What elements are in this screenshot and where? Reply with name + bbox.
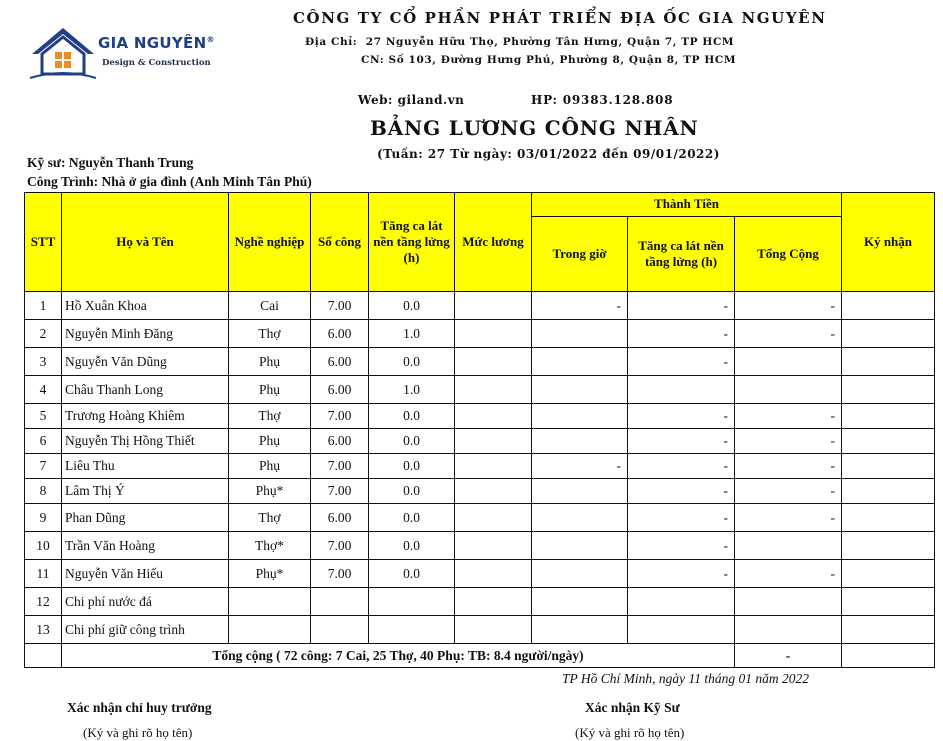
cell-overtime: 0.0 — [369, 560, 455, 588]
table-row — [25, 429, 935, 454]
cell-signature — [842, 479, 935, 504]
cell-job: Phụ — [229, 429, 311, 454]
cell-overtime: 1.0 — [369, 376, 455, 404]
cell-signature — [842, 560, 935, 588]
cell-overtime: 0.0 — [369, 404, 455, 429]
cell-stt: 8 — [25, 479, 62, 504]
cell-job: Thợ — [229, 504, 311, 532]
table-row — [25, 320, 935, 348]
cell-days: 7.00 — [311, 454, 369, 479]
page-title: BẢNG LƯƠNG CÔNG NHÂN — [370, 116, 699, 140]
cell-overtime — [369, 588, 455, 616]
cell-stt: 9 — [25, 504, 62, 532]
cell-total: - — [735, 560, 842, 588]
company-hotline: HP: 09383.128.808 — [531, 93, 674, 107]
cell-overtime-amount: - — [628, 479, 735, 504]
cell-in-hours — [532, 504, 628, 532]
header-signature: Ký nhận — [842, 193, 935, 292]
cell-stt: 10 — [25, 532, 62, 560]
cell-overtime-amount: - — [628, 404, 735, 429]
cell-wage — [455, 348, 532, 376]
house-logo-icon — [28, 24, 98, 80]
cell-signature — [842, 616, 935, 644]
cell-wage — [455, 320, 532, 348]
cell-overtime-amount: - — [628, 320, 735, 348]
cell-job: Cai — [229, 292, 311, 320]
company-website: Web: giland.vn — [358, 93, 465, 107]
payroll-body — [25, 292, 935, 668]
company-address: Địa Chỉ: 27 Nguyễn Hữu Thọ, Phường Tân Hưng, Quận 7, TP HCM — [305, 36, 735, 48]
cell-overtime-amount: - — [628, 560, 735, 588]
cell-total — [735, 532, 842, 560]
company-name: CÔNG TY CỔ PHẦN PHÁT TRIỂN ĐỊA ỐC GIA NGUYÊN — [293, 9, 827, 27]
total-stt-cell — [25, 644, 62, 668]
cell-wage — [455, 616, 532, 644]
cell-name: Trương Hoàng Khiêm — [62, 404, 229, 429]
cell-name: Nguyễn Thị Hồng Thiết — [62, 429, 229, 454]
cell-name: Liêu Thu — [62, 454, 229, 479]
cell-wage — [455, 532, 532, 560]
cell-in-hours — [532, 532, 628, 560]
cell-signature — [842, 292, 935, 320]
place-date: TP Hồ Chí Minh, ngày 11 tháng 01 năm 2022 — [562, 671, 810, 686]
cell-overtime-amount — [628, 616, 735, 644]
cell-wage — [455, 560, 532, 588]
cell-days: 7.00 — [311, 560, 369, 588]
cell-stt: 5 — [25, 404, 62, 429]
table-row — [25, 504, 935, 532]
cell-overtime: 0.0 — [369, 479, 455, 504]
cell-name: Phan Dũng — [62, 504, 229, 532]
cell-total — [735, 376, 842, 404]
company-logo — [28, 24, 218, 80]
cell-total: - — [735, 292, 842, 320]
header-amount: Thành Tiền — [532, 193, 842, 217]
cell-wage — [455, 479, 532, 504]
cell-in-hours — [532, 404, 628, 429]
cell-wage — [455, 588, 532, 616]
header-wage: Mức lương — [455, 193, 532, 292]
cell-name: Hồ Xuân Khoa — [62, 292, 229, 320]
cell-overtime-amount — [628, 376, 735, 404]
cell-job: Thợ* — [229, 532, 311, 560]
company-branch: CN: Số 103, Đường Hưng Phú, Phường 8, Quận 8, TP HCM — [361, 54, 737, 66]
cell-in-hours — [532, 376, 628, 404]
cell-total: - — [735, 479, 842, 504]
cell-signature — [842, 348, 935, 376]
cell-in-hours — [532, 560, 628, 588]
cell-job — [229, 616, 311, 644]
cell-job — [229, 588, 311, 616]
total-row — [25, 644, 935, 668]
payroll-table — [24, 192, 935, 668]
cell-signature — [842, 532, 935, 560]
header-stt: STT — [25, 193, 62, 292]
cell-overtime: 1.0 — [369, 320, 455, 348]
header-in-hours: Trong giờ — [532, 217, 628, 292]
supervisor-confirm-title: Xác nhận chỉ huy trưởng — [67, 700, 212, 715]
engineer-sign-note: (Ký và ghi rõ họ tên) — [575, 725, 685, 740]
table-row — [25, 588, 935, 616]
cell-days: 6.00 — [311, 376, 369, 404]
header-overtime-amount: Tăng ca lát nền tầng lửng (h) — [628, 217, 735, 292]
cell-job: Phụ* — [229, 560, 311, 588]
logo-tagline: Design & Construction — [102, 58, 211, 68]
cell-name: Châu Thanh Long — [62, 376, 229, 404]
cell-signature — [842, 320, 935, 348]
cell-days — [311, 588, 369, 616]
cell-overtime-amount: - — [628, 532, 735, 560]
cell-job: Thợ — [229, 320, 311, 348]
cell-job: Phụ — [229, 376, 311, 404]
table-row — [25, 479, 935, 504]
cell-stt: 6 — [25, 429, 62, 454]
cell-overtime-amount: - — [628, 292, 735, 320]
total-label: Tổng cộng ( 72 công: 7 Cai, 25 Thợ, 40 Phụ: TB: 8.4 người/ngày) — [62, 644, 735, 668]
table-row — [25, 532, 935, 560]
cell-days: 6.00 — [311, 429, 369, 454]
cell-in-hours — [532, 320, 628, 348]
cell-wage — [455, 454, 532, 479]
header-job: Nghề nghiệp — [229, 193, 311, 292]
cell-total — [735, 348, 842, 376]
cell-overtime: 0.0 — [369, 292, 455, 320]
cell-total: - — [735, 404, 842, 429]
cell-job: Phụ — [229, 348, 311, 376]
cell-name: Nguyễn Văn Hiếu — [62, 560, 229, 588]
cell-overtime: 0.0 — [369, 454, 455, 479]
cell-in-hours: - — [532, 292, 628, 320]
cell-stt: 1 — [25, 292, 62, 320]
cell-name: Lâm Thị Ý — [62, 479, 229, 504]
cell-wage — [455, 404, 532, 429]
cell-in-hours: - — [532, 454, 628, 479]
cell-days: 6.00 — [311, 320, 369, 348]
engineer-confirm-title: Xác nhận Kỹ Sư — [585, 700, 680, 715]
cell-wage — [455, 504, 532, 532]
cell-in-hours — [532, 616, 628, 644]
cell-days: 6.00 — [311, 504, 369, 532]
cell-overtime-amount: - — [628, 348, 735, 376]
table-row — [25, 454, 935, 479]
cell-name: Nguyễn Minh Đăng — [62, 320, 229, 348]
cell-job: Thợ — [229, 404, 311, 429]
cell-stt: 12 — [25, 588, 62, 616]
cell-signature — [842, 454, 935, 479]
cell-total: - — [735, 454, 842, 479]
cell-total — [735, 616, 842, 644]
cell-stt: 13 — [25, 616, 62, 644]
cell-wage — [455, 292, 532, 320]
cell-stt: 4 — [25, 376, 62, 404]
table-row — [25, 292, 935, 320]
total-value: - — [735, 644, 842, 668]
cell-overtime: 0.0 — [369, 429, 455, 454]
header-overtime: Tăng ca lát nền tầng lửng (h) — [369, 193, 455, 292]
cell-days: 7.00 — [311, 404, 369, 429]
cell-in-hours — [532, 348, 628, 376]
cell-stt: 7 — [25, 454, 62, 479]
supervisor-sign-note: (Ký và ghi rõ họ tên) — [83, 725, 193, 740]
cell-overtime: 0.0 — [369, 348, 455, 376]
table-row — [25, 560, 935, 588]
cell-signature — [842, 588, 935, 616]
header-total: Tổng Cộng — [735, 217, 842, 292]
cell-signature — [842, 429, 935, 454]
header-days: Số công — [311, 193, 369, 292]
cell-overtime-amount: - — [628, 504, 735, 532]
cell-stt: 3 — [25, 348, 62, 376]
cell-name: Chi phí nước đá — [62, 588, 229, 616]
table-row — [25, 404, 935, 429]
table-row — [25, 616, 935, 644]
table-row — [25, 348, 935, 376]
cell-total — [735, 588, 842, 616]
cell-stt: 11 — [25, 560, 62, 588]
week-info: (Tuần: 27 Từ ngày: 03/01/2022 đến 09/01/2022) — [377, 147, 720, 161]
cell-total: - — [735, 320, 842, 348]
table-row — [25, 376, 935, 404]
project-name: Công Trình: Nhà ở gia đình (Anh Minh Tân Phú) — [27, 174, 312, 189]
cell-overtime-amount — [628, 588, 735, 616]
cell-signature — [842, 504, 935, 532]
cell-days: 7.00 — [311, 292, 369, 320]
cell-job: Phụ — [229, 454, 311, 479]
cell-in-hours — [532, 479, 628, 504]
engineer-name: Kỹ sư: Nguyễn Thanh Trung — [27, 155, 194, 170]
cell-days: 7.00 — [311, 532, 369, 560]
cell-in-hours — [532, 429, 628, 454]
cell-name: Chi phí giữ công trình — [62, 616, 229, 644]
cell-overtime-amount: - — [628, 429, 735, 454]
cell-days — [311, 616, 369, 644]
cell-signature — [842, 376, 935, 404]
cell-overtime-amount: - — [628, 454, 735, 479]
header-name: Họ và Tên — [62, 193, 229, 292]
cell-overtime: 0.0 — [369, 532, 455, 560]
total-signature-cell — [842, 644, 935, 668]
cell-job: Phụ* — [229, 479, 311, 504]
cell-name: Trần Văn Hoàng — [62, 532, 229, 560]
logo-brand: GIA NGUYÊN® — [98, 34, 215, 52]
cell-overtime: 0.0 — [369, 504, 455, 532]
cell-overtime — [369, 616, 455, 644]
cell-wage — [455, 429, 532, 454]
cell-wage — [455, 376, 532, 404]
cell-total: - — [735, 504, 842, 532]
cell-total: - — [735, 429, 842, 454]
cell-days: 6.00 — [311, 348, 369, 376]
cell-in-hours — [532, 588, 628, 616]
cell-stt: 2 — [25, 320, 62, 348]
cell-days: 7.00 — [311, 479, 369, 504]
cell-signature — [842, 404, 935, 429]
cell-name: Nguyễn Văn Dũng — [62, 348, 229, 376]
